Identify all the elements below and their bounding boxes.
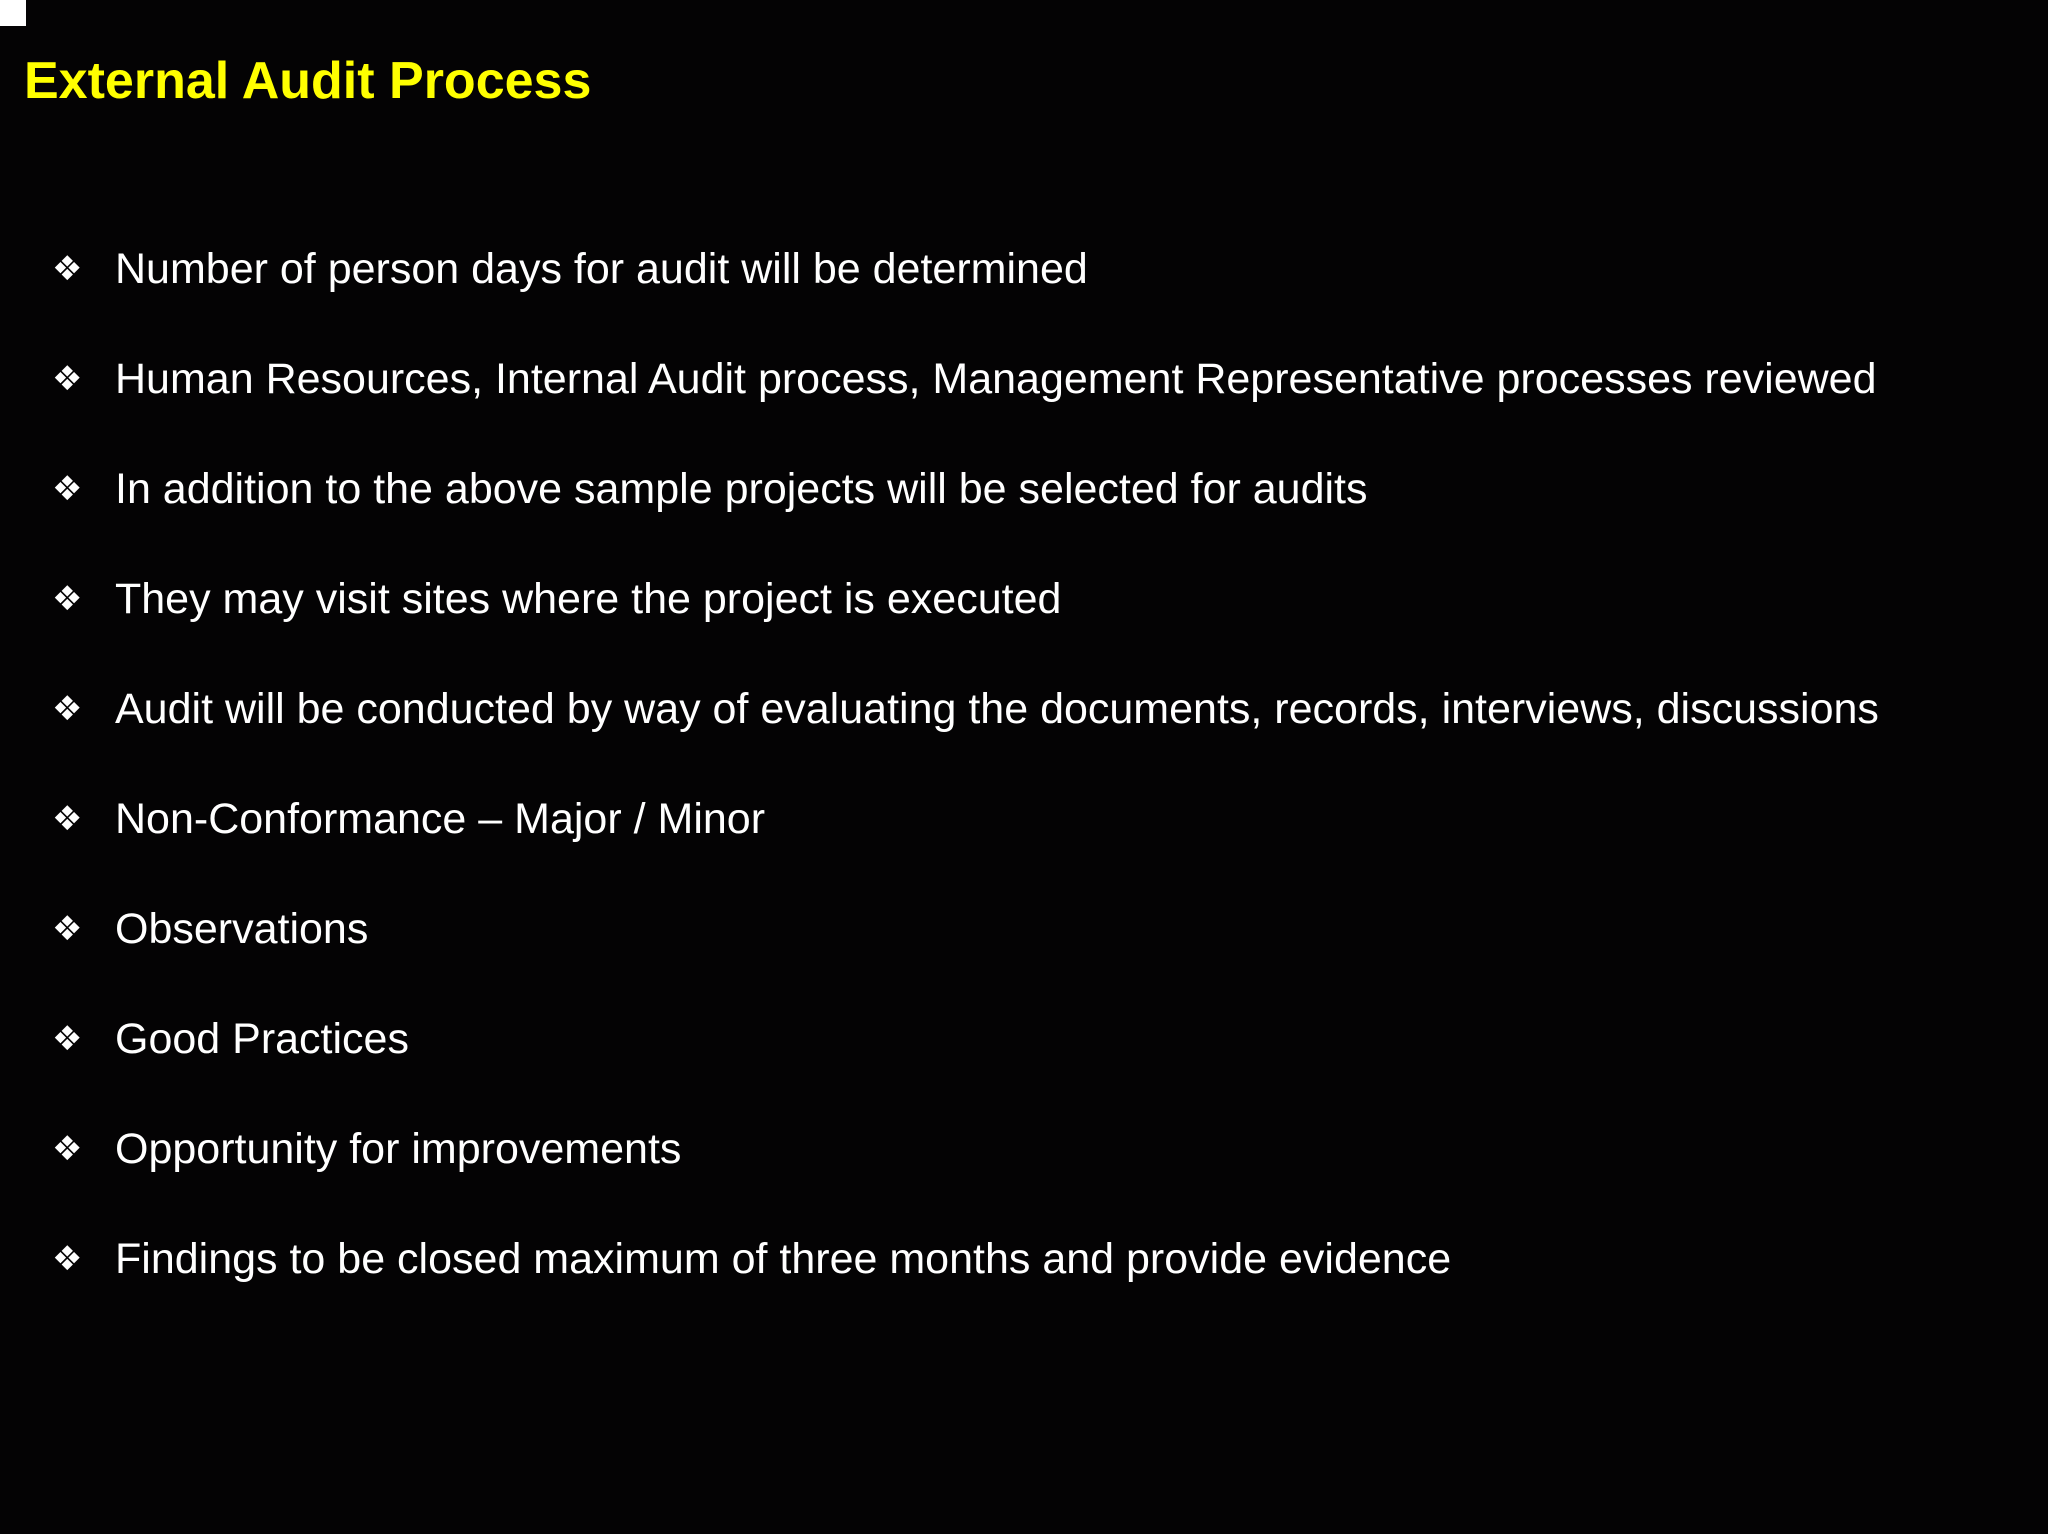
bullet-text: In addition to the above sample projects will be selected for audits <box>115 465 1368 513</box>
bullet-text: They may visit sites where the project is executed <box>115 575 1062 623</box>
bullet-diamond-icon: ❖ <box>52 1239 83 1279</box>
bullet-text: Human Resources, Internal Audit process, Management Representative processes reviewed <box>115 355 1877 403</box>
corner-marker <box>0 0 26 26</box>
bullet-diamond-icon: ❖ <box>52 689 83 729</box>
bullet-diamond-icon: ❖ <box>52 1019 83 1059</box>
bullet-text: Opportunity for improvements <box>115 1125 682 1173</box>
bullet-text: Observations <box>115 905 369 953</box>
bullet-text: Number of person days for audit will be determined <box>115 245 1088 293</box>
bullet-text: Good Practices <box>115 1015 409 1063</box>
bullet-diamond-icon: ❖ <box>52 249 83 289</box>
bullet-text: Non-Conformance – Major / Minor <box>115 795 766 843</box>
bullet-diamond-icon: ❖ <box>52 579 83 619</box>
slide-title: External Audit Process <box>24 52 592 110</box>
bullet-diamond-icon: ❖ <box>52 359 83 399</box>
bullet-diamond-icon: ❖ <box>52 909 83 949</box>
bullet-diamond-icon: ❖ <box>52 469 83 509</box>
bullet-diamond-icon: ❖ <box>52 799 83 839</box>
bullet-text: Findings to be closed maximum of three months and provide evidence <box>115 1235 1452 1283</box>
bullet-text: Audit will be conducted by way of evaluating the documents, records, interviews, discussions <box>115 685 1879 733</box>
bullet-diamond-icon: ❖ <box>52 1129 83 1169</box>
